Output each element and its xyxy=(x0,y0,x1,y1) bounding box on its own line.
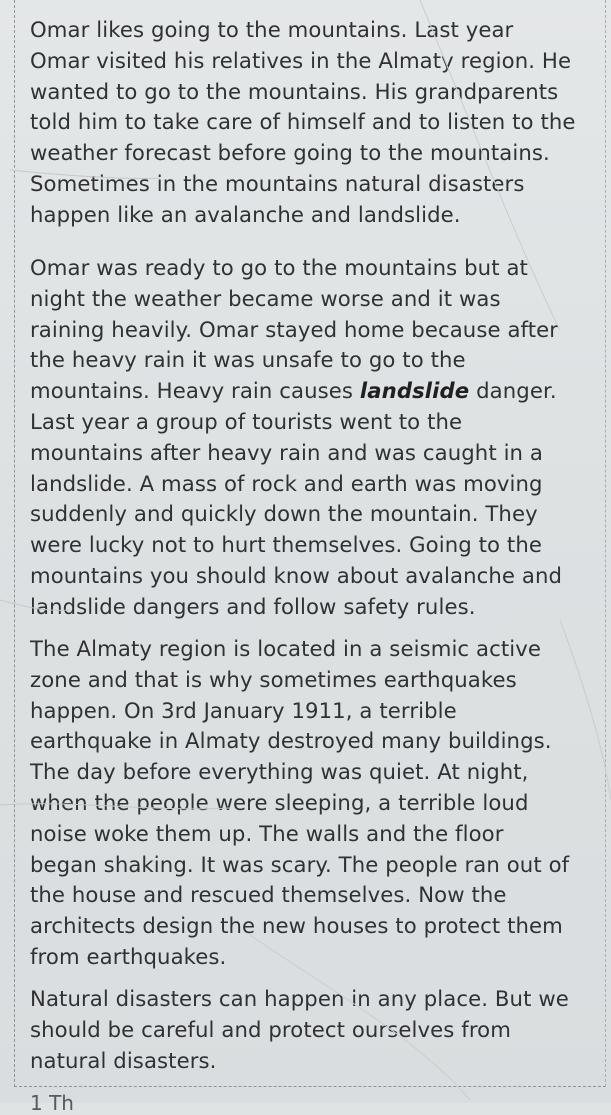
text-line: night the weather became worse and it was xyxy=(30,285,501,311)
cut-off-footer-text: 1 Th xyxy=(30,1091,74,1115)
text-line: architects design the new houses to protect them xyxy=(30,913,563,939)
text-line: landslide. A mass of rock and earth was moving xyxy=(30,470,543,496)
paragraph-3 xyxy=(30,634,600,973)
text-line: told him to take care of himself and to listen to the xyxy=(30,109,576,135)
text-line: landslide dangers and follow safety rules. xyxy=(30,593,476,619)
text-line: from earthquakes. xyxy=(30,943,227,969)
text-segment: danger. xyxy=(469,378,557,404)
text-line: Sometimes in the mountains natural disasters xyxy=(30,170,525,196)
text-line: mountains after heavy rain and was caught in a xyxy=(30,439,543,465)
text-line: The Almaty region is located in a seismic active xyxy=(30,636,542,661)
text-line: suddenly and quickly down the mountain. They xyxy=(30,501,538,527)
text-line: raining heavily. Omar stayed home because after xyxy=(30,316,559,342)
text-segment: mountains. Heavy rain causes xyxy=(30,378,360,404)
text-line-with-keyword xyxy=(30,376,600,407)
text-line: the heavy rain it was unsafe to go to the xyxy=(30,347,466,373)
text-line: weather forecast before going to the mountains. xyxy=(30,140,550,166)
text-line: natural disasters. xyxy=(30,1047,217,1073)
text-line: happen. On 3rd January 1911, a terrible xyxy=(30,697,457,723)
paragraph-4 xyxy=(30,984,600,1076)
text-line: zone and that is why sometimes earthquakes xyxy=(30,666,517,692)
text-line: when the people were sleeping, a terrible loud xyxy=(30,789,529,815)
paragraph-1 xyxy=(30,15,600,231)
keyword-landslide: landslide xyxy=(359,378,470,404)
text-line: Natural disasters can happen in any place. But we xyxy=(30,986,569,1011)
text-line: wanted to go to the mountains. His grandparents xyxy=(30,78,559,104)
text-line: were lucky not to hurt themselves. Going to the xyxy=(30,532,542,558)
text-line: should be careful and protect ourselves from xyxy=(30,1016,511,1042)
text-line: mountains you should know about avalanche and xyxy=(30,562,563,588)
text-line: Omar visited his relatives in the Almaty region. He xyxy=(30,47,572,73)
text-frame xyxy=(14,0,606,1087)
text-line: Omar likes going to the mountains. Last year xyxy=(30,17,514,42)
text-line: happen like an avalanche and landslide. xyxy=(30,201,461,227)
text-line: began shaking. It was scary. The people ran out of xyxy=(30,851,570,877)
text-line: noise woke them up. The walls and the floor xyxy=(30,820,504,846)
text-line: earthquake in Almaty destroyed many buildings. xyxy=(30,728,552,754)
text-line: the house and rescued themselves. Now the xyxy=(30,882,507,908)
paragraph-2 xyxy=(30,253,600,623)
text-line: Omar was ready to go to the mountains but at xyxy=(30,255,528,280)
text-line: The day before everything was quiet. At night, xyxy=(30,759,529,785)
text-line: Last year a group of tourists went to the xyxy=(30,408,463,434)
